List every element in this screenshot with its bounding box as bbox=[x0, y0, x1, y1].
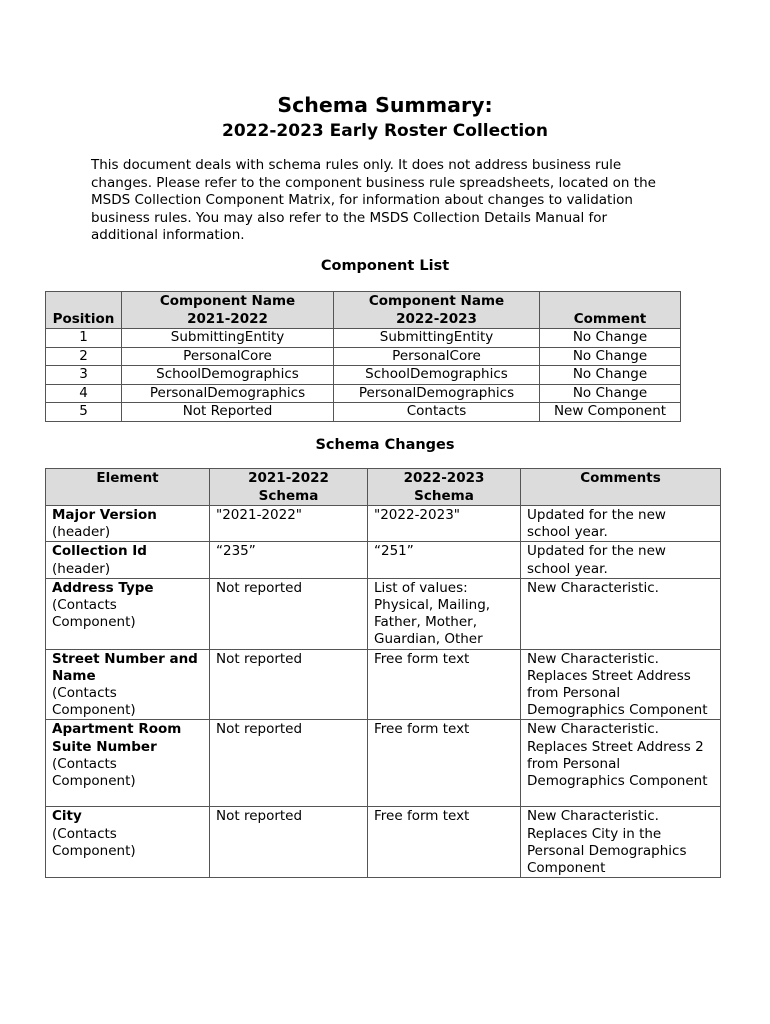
cell-name-2022: Contacts bbox=[334, 403, 540, 422]
schema-changes-heading: Schema Changes bbox=[315, 437, 455, 453]
table-row bbox=[46, 403, 681, 422]
element-context: (Contacts Component) bbox=[52, 597, 136, 631]
cell-schema-2021: Not reported bbox=[210, 649, 368, 720]
document-title: Schema Summary: bbox=[277, 93, 493, 117]
element-name: City bbox=[52, 808, 82, 825]
table-row bbox=[46, 366, 681, 385]
cell-comment: No Change bbox=[540, 329, 681, 348]
element-context: (Contacts Component) bbox=[52, 755, 136, 790]
header-schema-2022: 2022-2023 Schema bbox=[368, 469, 521, 506]
header-schema-2021: 2021-2022 Schema bbox=[210, 469, 368, 506]
cell-comments: New Characteristic. Replaces City in the Personal Demographics Component bbox=[521, 807, 721, 878]
cell-name-2021: PersonalDemographics bbox=[122, 384, 334, 403]
cell-schema-2022: “251” bbox=[368, 542, 521, 578]
cell-element bbox=[46, 578, 210, 649]
table-row bbox=[46, 649, 721, 720]
table-row bbox=[46, 329, 681, 348]
element-name: Collection Id bbox=[52, 543, 147, 560]
header-element: Element bbox=[46, 469, 210, 506]
cell-comments: New Characteristic. Replaces Street Address 2 from Personal Demographics Component bbox=[521, 720, 721, 807]
cell-schema-2022: Free form text bbox=[368, 720, 521, 807]
table-row bbox=[46, 506, 721, 542]
table-row bbox=[46, 578, 721, 649]
cell-position: 4 bbox=[46, 384, 122, 403]
cell-name-2022: PersonalDemographics bbox=[334, 384, 540, 403]
header-component-name-2021: Component Name 2021-2022 bbox=[122, 292, 334, 329]
element-name: Apartment Room Suite Number bbox=[52, 721, 182, 755]
element-name: Address Type bbox=[52, 579, 154, 596]
table-header-row bbox=[46, 292, 681, 329]
cell-schema-2022: Free form text bbox=[368, 649, 521, 720]
element-context: (header) bbox=[52, 524, 111, 541]
cell-schema-2022: List of values: Physical, Mailing, Father, Mother, Guardian, Other bbox=[368, 578, 521, 649]
table-row bbox=[46, 347, 681, 366]
cell-element bbox=[46, 807, 210, 878]
table-row bbox=[46, 720, 721, 807]
cell-schema-2021: Not reported bbox=[210, 578, 368, 649]
cell-comments: New Characteristic. bbox=[521, 578, 721, 649]
cell-comment: No Change bbox=[540, 347, 681, 366]
cell-position: 3 bbox=[46, 366, 122, 385]
schema-changes-table bbox=[45, 468, 721, 878]
cell-comment: No Change bbox=[540, 366, 681, 385]
table-row bbox=[46, 542, 721, 578]
element-name: Major Version bbox=[52, 507, 157, 523]
cell-schema-2022: "2022-2023" bbox=[368, 506, 521, 542]
cell-name-2021: PersonalCore bbox=[122, 347, 334, 366]
cell-element bbox=[46, 649, 210, 720]
cell-schema-2021: "2021-2022" bbox=[210, 506, 368, 542]
table-row bbox=[46, 384, 681, 403]
cell-name-2021: SchoolDemographics bbox=[122, 366, 334, 385]
cell-comment: No Change bbox=[540, 384, 681, 403]
cell-name-2021: Not Reported bbox=[122, 403, 334, 422]
cell-position: 1 bbox=[46, 329, 122, 348]
cell-schema-2021: “235” bbox=[210, 542, 368, 578]
cell-element bbox=[46, 720, 210, 807]
element-context: (header) bbox=[52, 560, 111, 577]
header-component-name-2022: Component Name 2022-2023 bbox=[334, 292, 540, 329]
component-list-heading: Component List bbox=[320, 258, 450, 274]
element-context: (Contacts Component) bbox=[52, 685, 136, 719]
intro-paragraph: This document deals with schema rules only. It does not address business rule changes. Please refer to the component business rule spreadsheets, located on the MSDS Collection Component Matrix, for information about changes to validation business rules. You may also refer to the MSDS Collection Details Manual for additional information. bbox=[91, 157, 656, 244]
cell-name-2022: PersonalCore bbox=[334, 347, 540, 366]
table-header-row bbox=[46, 469, 721, 506]
document-subtitle: 2022-2023 Early Roster Collection bbox=[222, 121, 548, 141]
cell-name-2022: SchoolDemographics bbox=[334, 366, 540, 385]
element-context: (Contacts Component) bbox=[52, 825, 136, 859]
element-name: Street Number and Name bbox=[52, 650, 198, 684]
cell-element bbox=[46, 506, 210, 542]
cell-schema-2021: Not reported bbox=[210, 720, 368, 807]
cell-comment: New Component bbox=[540, 403, 681, 422]
cell-name-2021: SubmittingEntity bbox=[122, 329, 334, 348]
header-position: Position bbox=[46, 292, 122, 329]
cell-position: 2 bbox=[46, 347, 122, 366]
cell-schema-2021: Not reported bbox=[210, 807, 368, 878]
cell-element bbox=[46, 542, 210, 578]
header-comment: Comment bbox=[540, 292, 681, 329]
table-row bbox=[46, 807, 721, 878]
cell-comments: Updated for the new school year. bbox=[521, 542, 721, 578]
cell-name-2022: SubmittingEntity bbox=[334, 329, 540, 348]
cell-position: 5 bbox=[46, 403, 122, 422]
component-list-table bbox=[45, 291, 681, 422]
header-comments: Comments bbox=[521, 469, 721, 506]
cell-schema-2022: Free form text bbox=[368, 807, 521, 878]
cell-comments: Updated for the new school year. bbox=[521, 506, 721, 542]
cell-comments: New Characteristic. Replaces Street Address from Personal Demographics Component bbox=[521, 649, 721, 720]
